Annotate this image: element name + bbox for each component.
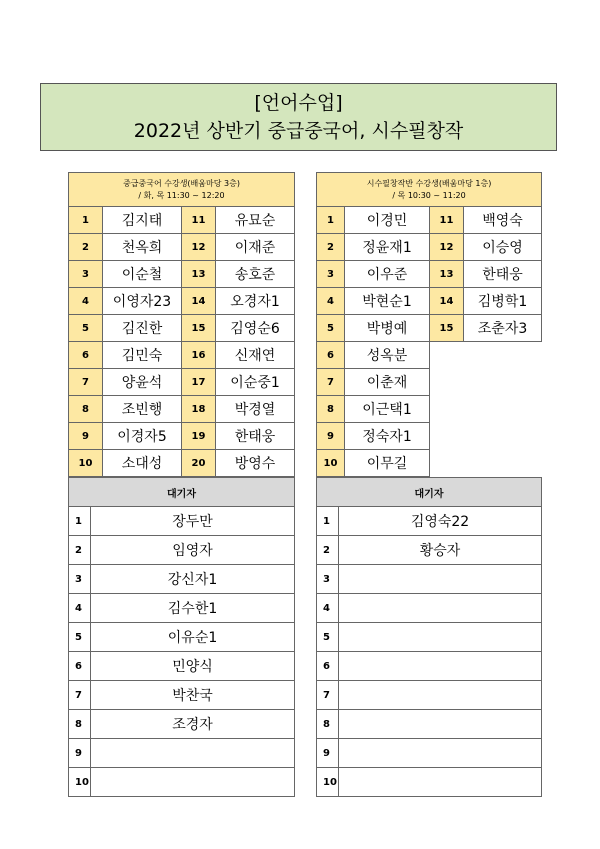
student-number: 4 [317,288,345,315]
left-class-name: 중급중국어 수강생(배움마당 3층) [123,178,240,188]
student-number: 8 [69,396,103,423]
waiting-row [317,594,542,623]
waiting-name: 장두만 [91,507,295,536]
student-name: 한태웅 [464,261,542,288]
student-number: 8 [317,396,345,423]
waiting-row [317,623,542,652]
waiting-number: 9 [317,739,339,768]
waiting-row [69,565,295,594]
student-name: 천옥희 [103,234,182,261]
table-row [317,234,542,261]
student-number: 17 [182,369,216,396]
waiting-name [339,739,542,768]
student-number: 19 [182,423,216,450]
student-name: 소대성 [103,450,182,477]
table-row [69,342,295,369]
student-name: 이순중1 [216,369,295,396]
student-number: 13 [430,261,464,288]
waiting-name [339,652,542,681]
student-name: 신재연 [216,342,295,369]
student-name: 박경열 [216,396,295,423]
waiting-name [339,681,542,710]
waiting-row [317,507,542,536]
waiting-number: 5 [69,623,91,652]
table-row [317,207,542,234]
waiting-row [69,594,295,623]
student-name: 성옥분 [345,342,430,369]
waiting-name: 강신자1 [91,565,295,594]
table-row [69,369,295,396]
student-name: 박병예 [345,315,430,342]
right-roster-header [317,173,542,207]
table-row [69,396,295,423]
waiting-name: 임영자 [91,536,295,565]
table-row [69,261,295,288]
table-row [317,423,542,450]
student-number: 6 [69,342,103,369]
student-name: 양윤석 [103,369,182,396]
waiting-name: 김영숙22 [339,507,542,536]
student-name: 정숙자1 [345,423,430,450]
table-row [317,369,542,396]
table-row [69,234,295,261]
waiting-name [339,565,542,594]
waiting-name: 김수한1 [91,594,295,623]
waiting-row [317,536,542,565]
student-number: 7 [317,369,345,396]
student-number: 7 [69,369,103,396]
right-waiting-table [316,477,542,797]
student-number: 1 [317,207,345,234]
student-number: 2 [69,234,103,261]
waiting-name: 박찬국 [91,681,295,710]
student-number: 3 [317,261,345,288]
waiting-row [317,652,542,681]
waiting-row [69,681,295,710]
student-number: 12 [430,234,464,261]
student-number: 9 [317,423,345,450]
right-waiting-header: 대기자 [317,478,542,507]
student-number: 14 [182,288,216,315]
student-name: 방영수 [216,450,295,477]
left-roster-table [68,172,295,477]
waiting-number: 4 [317,594,339,623]
waiting-name [339,710,542,739]
table-row [69,423,295,450]
waiting-row [317,565,542,594]
student-number: 11 [430,207,464,234]
waiting-row [69,652,295,681]
student-number: 4 [69,288,103,315]
waiting-number: 8 [69,710,91,739]
waiting-row [69,768,295,797]
table-row [317,396,542,423]
waiting-number: 6 [69,652,91,681]
left-waiting-table [68,477,295,797]
waiting-row [317,768,542,797]
table-row [69,288,295,315]
student-number: 11 [182,207,216,234]
student-number: 15 [182,315,216,342]
page-title: 2022년 상반기 중급중국어, 시수필창작 [133,120,464,142]
student-number: 10 [317,450,345,477]
waiting-name [91,768,295,797]
waiting-number: 1 [317,507,339,536]
student-name: 이우준 [345,261,430,288]
student-name: 이무길 [345,450,430,477]
waiting-number: 2 [317,536,339,565]
student-name: 이경민 [345,207,430,234]
waiting-name: 황승자 [339,536,542,565]
student-name: 김병학1 [464,288,542,315]
student-name: 이근택1 [345,396,430,423]
student-number: 6 [317,342,345,369]
student-name: 이승영 [464,234,542,261]
waiting-row [317,710,542,739]
student-number: 3 [69,261,103,288]
student-name: 이영자23 [103,288,182,315]
student-name: 조춘자3 [464,315,542,342]
empty-cell [430,396,542,423]
waiting-number: 7 [317,681,339,710]
left-class-schedule: / 화, 목 11:30 ~ 12:20 [138,190,225,200]
empty-cell [430,342,542,369]
student-name: 김영순6 [216,315,295,342]
table-row [69,207,295,234]
empty-cell [430,369,542,396]
waiting-number: 3 [69,565,91,594]
student-number: 10 [69,450,103,477]
waiting-name [339,594,542,623]
waiting-number: 8 [317,710,339,739]
student-number: 16 [182,342,216,369]
right-class-name: 시수필창작반 수강생(배움마당 1층) [366,178,492,188]
title-box [40,83,557,151]
table-row [317,288,542,315]
waiting-number: 7 [69,681,91,710]
left-roster-header [69,173,295,207]
waiting-number: 9 [69,739,91,768]
student-name: 백영숙 [464,207,542,234]
student-name: 이경자5 [103,423,182,450]
student-number: 14 [430,288,464,315]
student-number: 20 [182,450,216,477]
waiting-name: 조경자 [91,710,295,739]
student-name: 조빈행 [103,396,182,423]
student-number: 9 [69,423,103,450]
student-name: 송호준 [216,261,295,288]
waiting-number: 10 [69,768,91,797]
waiting-name [339,768,542,797]
student-name: 한태웅 [216,423,295,450]
student-name: 김진한 [103,315,182,342]
waiting-row [69,623,295,652]
student-name: 이춘재 [345,369,430,396]
student-name: 김민숙 [103,342,182,369]
waiting-row [317,681,542,710]
table-row [317,342,542,369]
waiting-number: 2 [69,536,91,565]
empty-cell [430,423,542,450]
student-name: 박현순1 [345,288,430,315]
right-roster-table [316,172,542,477]
student-number: 15 [430,315,464,342]
student-name: 오경자1 [216,288,295,315]
student-name: 이재준 [216,234,295,261]
table-row [317,450,542,477]
right-class-schedule: / 목 10:30 ~ 11:20 [392,190,466,200]
waiting-row [317,739,542,768]
student-number: 13 [182,261,216,288]
student-number: 1 [69,207,103,234]
student-number: 18 [182,396,216,423]
waiting-row [69,536,295,565]
student-name: 유묘순 [216,207,295,234]
table-row [69,450,295,477]
waiting-row [69,739,295,768]
waiting-number: 3 [317,565,339,594]
student-name: 정윤재1 [345,234,430,261]
student-number: 5 [69,315,103,342]
waiting-number: 6 [317,652,339,681]
waiting-name [339,623,542,652]
category-title: [언어수업] [254,92,343,114]
waiting-number: 5 [317,623,339,652]
student-number: 5 [317,315,345,342]
waiting-number: 10 [317,768,339,797]
waiting-name: 이유순1 [91,623,295,652]
waiting-name [91,739,295,768]
empty-cell [430,450,542,477]
table-row [317,261,542,288]
waiting-row [69,507,295,536]
student-name: 김지태 [103,207,182,234]
waiting-number: 1 [69,507,91,536]
waiting-row [69,710,295,739]
left-waiting-header: 대기자 [69,478,295,507]
table-row [69,315,295,342]
student-number: 12 [182,234,216,261]
table-row [317,315,542,342]
waiting-name: 민양식 [91,652,295,681]
student-number: 2 [317,234,345,261]
waiting-number: 4 [69,594,91,623]
student-name: 이순철 [103,261,182,288]
